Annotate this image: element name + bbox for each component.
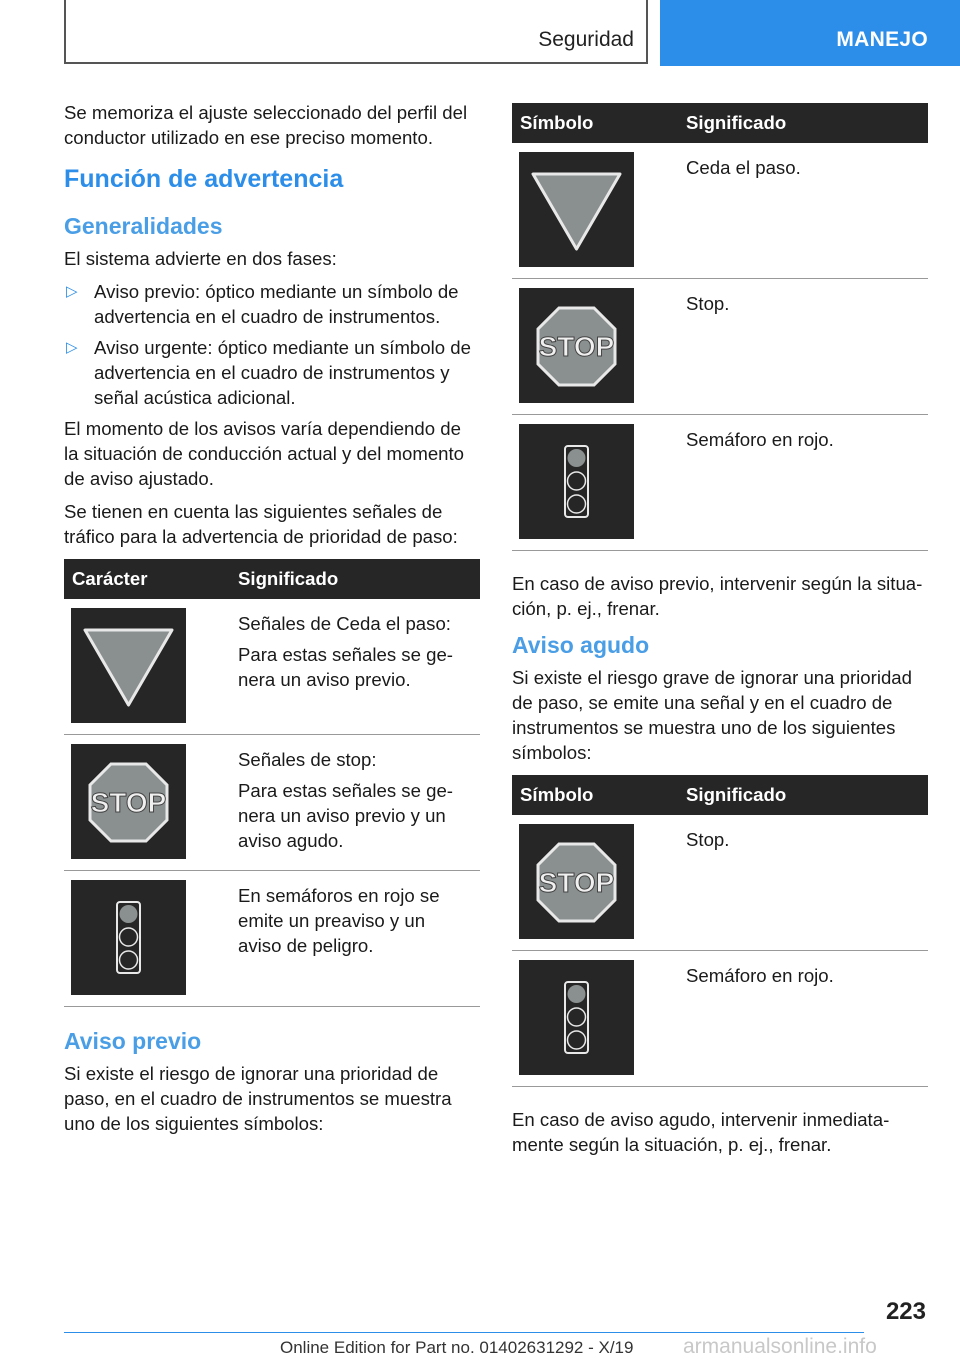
- aviso-previo-paragraph: Si existe el riesgo de ignorar una prioridad de paso, en el cuadro de instrumentos se muestra uno de los siguientes símbolos:: [64, 1063, 452, 1134]
- column-header-simbolo: Símbolo: [512, 103, 678, 143]
- svg-text:STOP: STOP: [90, 787, 167, 818]
- intro-paragraph: Se memoriza el ajuste seleccionado del perfil del conductor utilizado en ese preciso momento.: [64, 102, 468, 148]
- table-row: [512, 951, 928, 1087]
- signs-paragraph: Se tienen en cuenta las siguientes señales de tráfico para la advertencia de prioridad de paso:: [64, 501, 458, 547]
- list-item: ▷ Aviso previo: óptico mediante un símbolo de advertencia en el cuadro de instrumentos.: [66, 281, 459, 327]
- table-cell-text: Señales de Ceda el paso:: [238, 613, 451, 634]
- heading-generalidades: Generalidades: [64, 213, 223, 239]
- footer-edition-text: Online Edition for Part no. 01402631292 - X/19: [280, 1338, 634, 1357]
- table-cell-text: Para estas señales se ge- nera un aviso previo y un aviso agudo.: [238, 780, 453, 851]
- right-column: [512, 103, 928, 1165]
- svg-text:STOP: STOP: [538, 867, 615, 898]
- header-chapter-title: MANEJO: [836, 28, 928, 51]
- triangle-bullet-icon: ▷: [66, 283, 78, 300]
- table-row: [512, 279, 928, 415]
- column-header-simbolo: Símbolo: [512, 775, 678, 815]
- table-cell-text: En semáforos en rojo se emite un preaviso y un aviso de peligro.: [238, 885, 440, 956]
- footer-divider: [64, 1332, 864, 1333]
- generalidades-paragraph: El sistema advierte en dos fases:: [64, 248, 337, 269]
- aviso-agudo-action-paragraph: En caso de aviso agudo, intervenir inmediata- mente según la situación, p. ej., frenar.: [512, 1109, 890, 1155]
- stop-sign-icon: [71, 744, 186, 859]
- page-number: 223: [885, 1298, 926, 1325]
- table-cell-text: Stop.: [686, 829, 730, 850]
- triangle-bullet-icon: ▷: [66, 339, 78, 356]
- column-header-caracter: Carácter: [64, 559, 230, 599]
- signs-table: [64, 559, 480, 1007]
- svg-text:STOP: STOP: [538, 331, 615, 362]
- list-item: ▷ Aviso urgente: óptico mediante un símbolo de advertencia en el cuadro de instrumentos y señal acústica adicional.: [66, 337, 471, 408]
- heading-funcion-advertencia: Función de advertencia: [64, 165, 344, 193]
- table-cell-text: Para estas señales se ge- nera un aviso previo.: [238, 644, 453, 690]
- header-chapter-tab: [660, 0, 960, 66]
- column-header-significado: Significado: [678, 775, 928, 815]
- header-section-title: Seguridad: [538, 28, 634, 51]
- aviso-agudo-paragraph: Si existe el riesgo grave de ignorar una prioridad de paso, se emite una señal y en el cuadro de instrumentos se muestra uno de los siguientes símbolos:: [512, 667, 912, 763]
- column-header-significado: Significado: [678, 103, 928, 143]
- stop-sign-icon: [519, 824, 634, 939]
- footer-watermark: armanualsonline.info: [683, 1335, 877, 1358]
- table-row: [64, 599, 480, 735]
- timing-paragraph: El momento de los avisos varía dependiendo de la situación de conducción actual y del momento de aviso ajustado.: [64, 418, 465, 489]
- table-cell-text: Stop.: [686, 293, 730, 314]
- traffic-light-red-icon: [519, 960, 634, 1075]
- phase-list: [64, 279, 480, 410]
- aviso-previo-action-paragraph: En caso de aviso previo, intervenir según la situa- ción, p. ej., frenar.: [512, 573, 923, 619]
- column-header-significado: Significado: [230, 559, 480, 599]
- yield-sign-icon: [71, 608, 186, 723]
- table-cell-text: Semáforo en rojo.: [686, 965, 834, 986]
- left-column: [64, 100, 480, 1144]
- header-section-box: [64, 0, 648, 64]
- traffic-light-red-icon: [519, 424, 634, 539]
- table-cell-text: Señales de stop:: [238, 749, 377, 770]
- aviso-agudo-table: [512, 775, 928, 1087]
- table-row: [64, 871, 480, 1007]
- table-cell-text: Ceda el paso.: [686, 157, 801, 178]
- traffic-light-red-icon: [71, 880, 186, 995]
- table-row: [512, 415, 928, 551]
- table-row: [64, 735, 480, 871]
- stop-sign-icon: [519, 288, 634, 403]
- table-row: [512, 815, 928, 951]
- table-cell-text: Semáforo en rojo.: [686, 429, 834, 450]
- heading-aviso-agudo: Aviso agudo: [512, 632, 650, 658]
- yield-sign-icon: [519, 152, 634, 267]
- table-row: [512, 143, 928, 279]
- aviso-previo-table: [512, 103, 928, 551]
- heading-aviso-previo: Aviso previo: [64, 1028, 202, 1054]
